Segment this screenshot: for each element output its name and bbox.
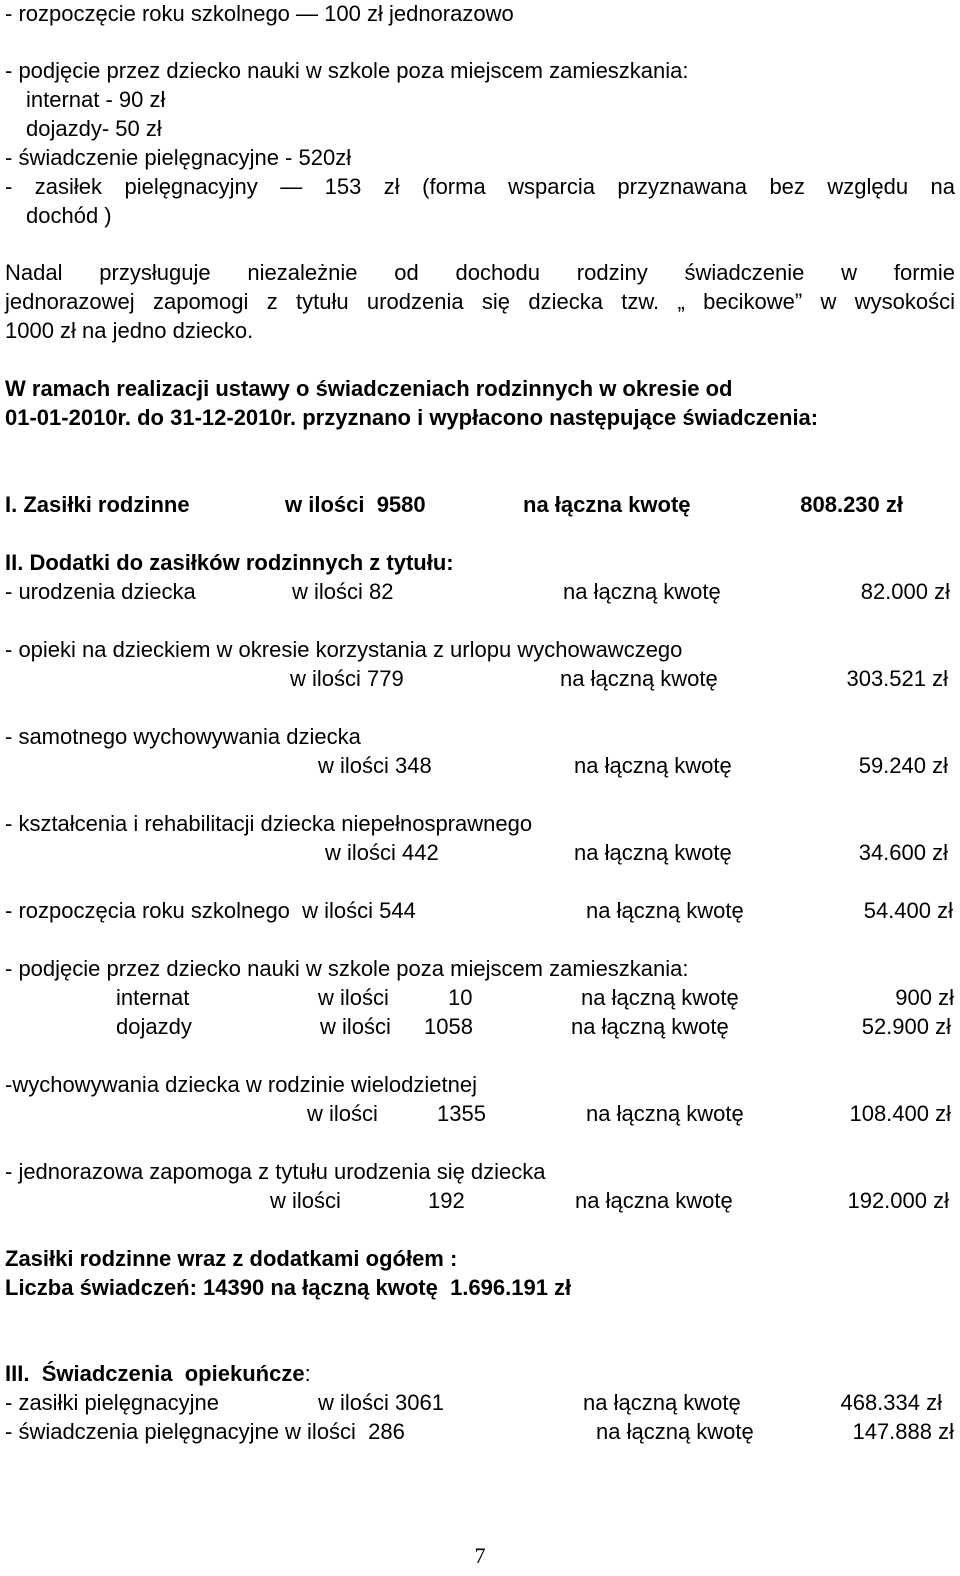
total-line-2: Liczba świadczeń: 14390 na łączną kwotę 1.696.191 zł: [5, 1275, 572, 1300]
section3-title: [5, 1360, 311, 1388]
intro-line-2: - podjęcie przez dziecko nauki w szkole poza miejscem zamieszkania:: [5, 58, 689, 83]
dojazdy-amount: 52.900 zł: [861, 1014, 951, 1039]
ksztalcenie-label: na łączną kwotę: [574, 840, 732, 865]
wielodzietna-name: -wychowywania dziecka w rodzinie wielodzietnej: [5, 1072, 477, 1097]
section1-label: na łączna kwotę: [523, 492, 691, 517]
intro-line-3: internat - 90 zł: [26, 87, 166, 112]
zasilki-amount: 468.334 zł: [840, 1390, 942, 1415]
heading-line-2: 01-01-2010r. do 31-12-2010r. przyznano i wypłacono następujące świadczenia:: [5, 405, 819, 430]
internat-qty-label: w ilości: [318, 985, 389, 1010]
samotne-label: na łączną kwotę: [574, 753, 732, 778]
zapomoga-qty-label: w ilości: [270, 1188, 341, 1213]
dojazdy-name: dojazdy: [116, 1014, 192, 1039]
section1-name: I. Zasiłki rodzinne: [5, 492, 190, 517]
section3-roman: III.: [5, 1361, 30, 1386]
section3-title-text: Świadczenia opiekuńcze: [41, 1361, 305, 1386]
rok-szkolny-name: - rozpoczęcia roku szkolnego w ilości 544: [5, 898, 416, 923]
ksztalcenie-qty: w ilości 442: [325, 840, 439, 865]
heading-line-1: W ramach realizacji ustawy o świadczeniach rodzinnych w okresie od: [5, 376, 733, 401]
wielodzietna-amount: 108.400 zł: [849, 1101, 951, 1126]
becikowe-line-2: jednorazowej zapomogi z tytułu urodzenia się dziecka tzw. „ becikowe” w wysokości: [5, 289, 955, 314]
szkola-name: - podjęcie przez dziecko nauki w szkole poza miejscem zamieszkania:: [5, 956, 689, 981]
ksztalcenie-amount: 34.600 zł: [858, 840, 948, 865]
total-line-1: Zasiłki rodzinne wraz z dodatkami ogółem :: [5, 1246, 458, 1271]
intro-line-6: - zasiłek pielęgnacyjny — 153 zł (forma wsparcia przyznawana bez względu na: [5, 174, 955, 199]
rok-szkolny-label: na łączną kwotę: [586, 898, 744, 923]
zasilki-qty: w ilości 3061: [318, 1390, 444, 1415]
intro-line-1: - rozpoczęcie roku szkolnego — 100 zł jednorazowo: [5, 1, 514, 26]
internat-name: internat: [116, 985, 190, 1010]
becikowe-line-1: Nadal przysługuje niezależnie od dochodu rodziny świadczenie w formie: [5, 260, 955, 285]
intro-line-7: dochód ): [26, 203, 112, 228]
opieka-qty: w ilości 779: [290, 666, 404, 691]
urodzenie-label: na łączną kwotę: [563, 579, 721, 604]
opieka-name: - opieki na dzieckiem w okresie korzystania z urlopu wychowawczego: [5, 637, 683, 662]
dojazdy-qty: 1058: [424, 1014, 473, 1039]
internat-qty: 10: [448, 985, 473, 1010]
zapomoga-qty: 192: [428, 1188, 465, 1213]
zapomoga-label: na łączna kwotę: [575, 1188, 733, 1213]
intro-line-4: dojazdy- 50 zł: [26, 116, 162, 141]
internat-label: na łączną kwotę: [581, 985, 739, 1010]
rok-szkolny-amount: 54.400 zł: [863, 898, 953, 923]
intro-line-5: - świadczenie pielęgnacyjne - 520zł: [5, 145, 352, 170]
samotne-qty: w ilości 348: [318, 753, 432, 778]
urodzenie-name: - urodzenia dziecka: [5, 579, 196, 604]
zapomoga-name: - jednorazowa zapomoga z tytułu urodzenia się dziecka: [5, 1159, 546, 1184]
wielodzietna-qty-label: w ilości: [307, 1101, 378, 1126]
urodzenie-qty: w ilości 82: [292, 579, 394, 604]
samotne-name: - samotnego wychowywania dziecka: [5, 724, 361, 749]
swiadczenia-name: - świadczenia pielęgnacyjne w ilości 286: [5, 1419, 405, 1444]
page-number: 7: [474, 1543, 486, 1568]
wielodzietna-label: na łączną kwotę: [586, 1101, 744, 1126]
section3-title-colon: :: [304, 1361, 311, 1386]
opieka-label: na łączną kwotę: [560, 666, 718, 691]
zasilki-name: - zasiłki pielęgnacyjne: [5, 1390, 219, 1415]
zapomoga-amount: 192.000 zł: [847, 1188, 949, 1213]
zasilki-label: na łączną kwotę: [583, 1390, 741, 1415]
section1-qty: w ilości 9580: [285, 492, 426, 517]
dojazdy-label: na łączną kwotę: [571, 1014, 729, 1039]
opieka-amount: 303.521 zł: [846, 666, 948, 691]
becikowe-line-3: 1000 zł na jedno dziecko.: [5, 318, 254, 343]
urodzenie-amount: 82.000 zł: [860, 579, 950, 604]
dojazdy-qty-label: w ilości: [320, 1014, 391, 1039]
swiadczenia-label: na łączną kwotę: [596, 1419, 754, 1444]
samotne-amount: 59.240 zł: [858, 753, 948, 778]
swiadczenia-amount: 147.888 zł: [852, 1419, 954, 1444]
internat-amount: 900 zł: [895, 985, 954, 1010]
ksztalcenie-name: - kształcenia i rehabilitacji dziecka niepełnosprawnego: [5, 811, 533, 836]
wielodzietna-qty: 1355: [437, 1101, 486, 1126]
section1-amount: 808.230 zł: [800, 492, 903, 517]
section2-title: II. Dodatki do zasiłków rodzinnych z tytułu:: [5, 550, 454, 575]
